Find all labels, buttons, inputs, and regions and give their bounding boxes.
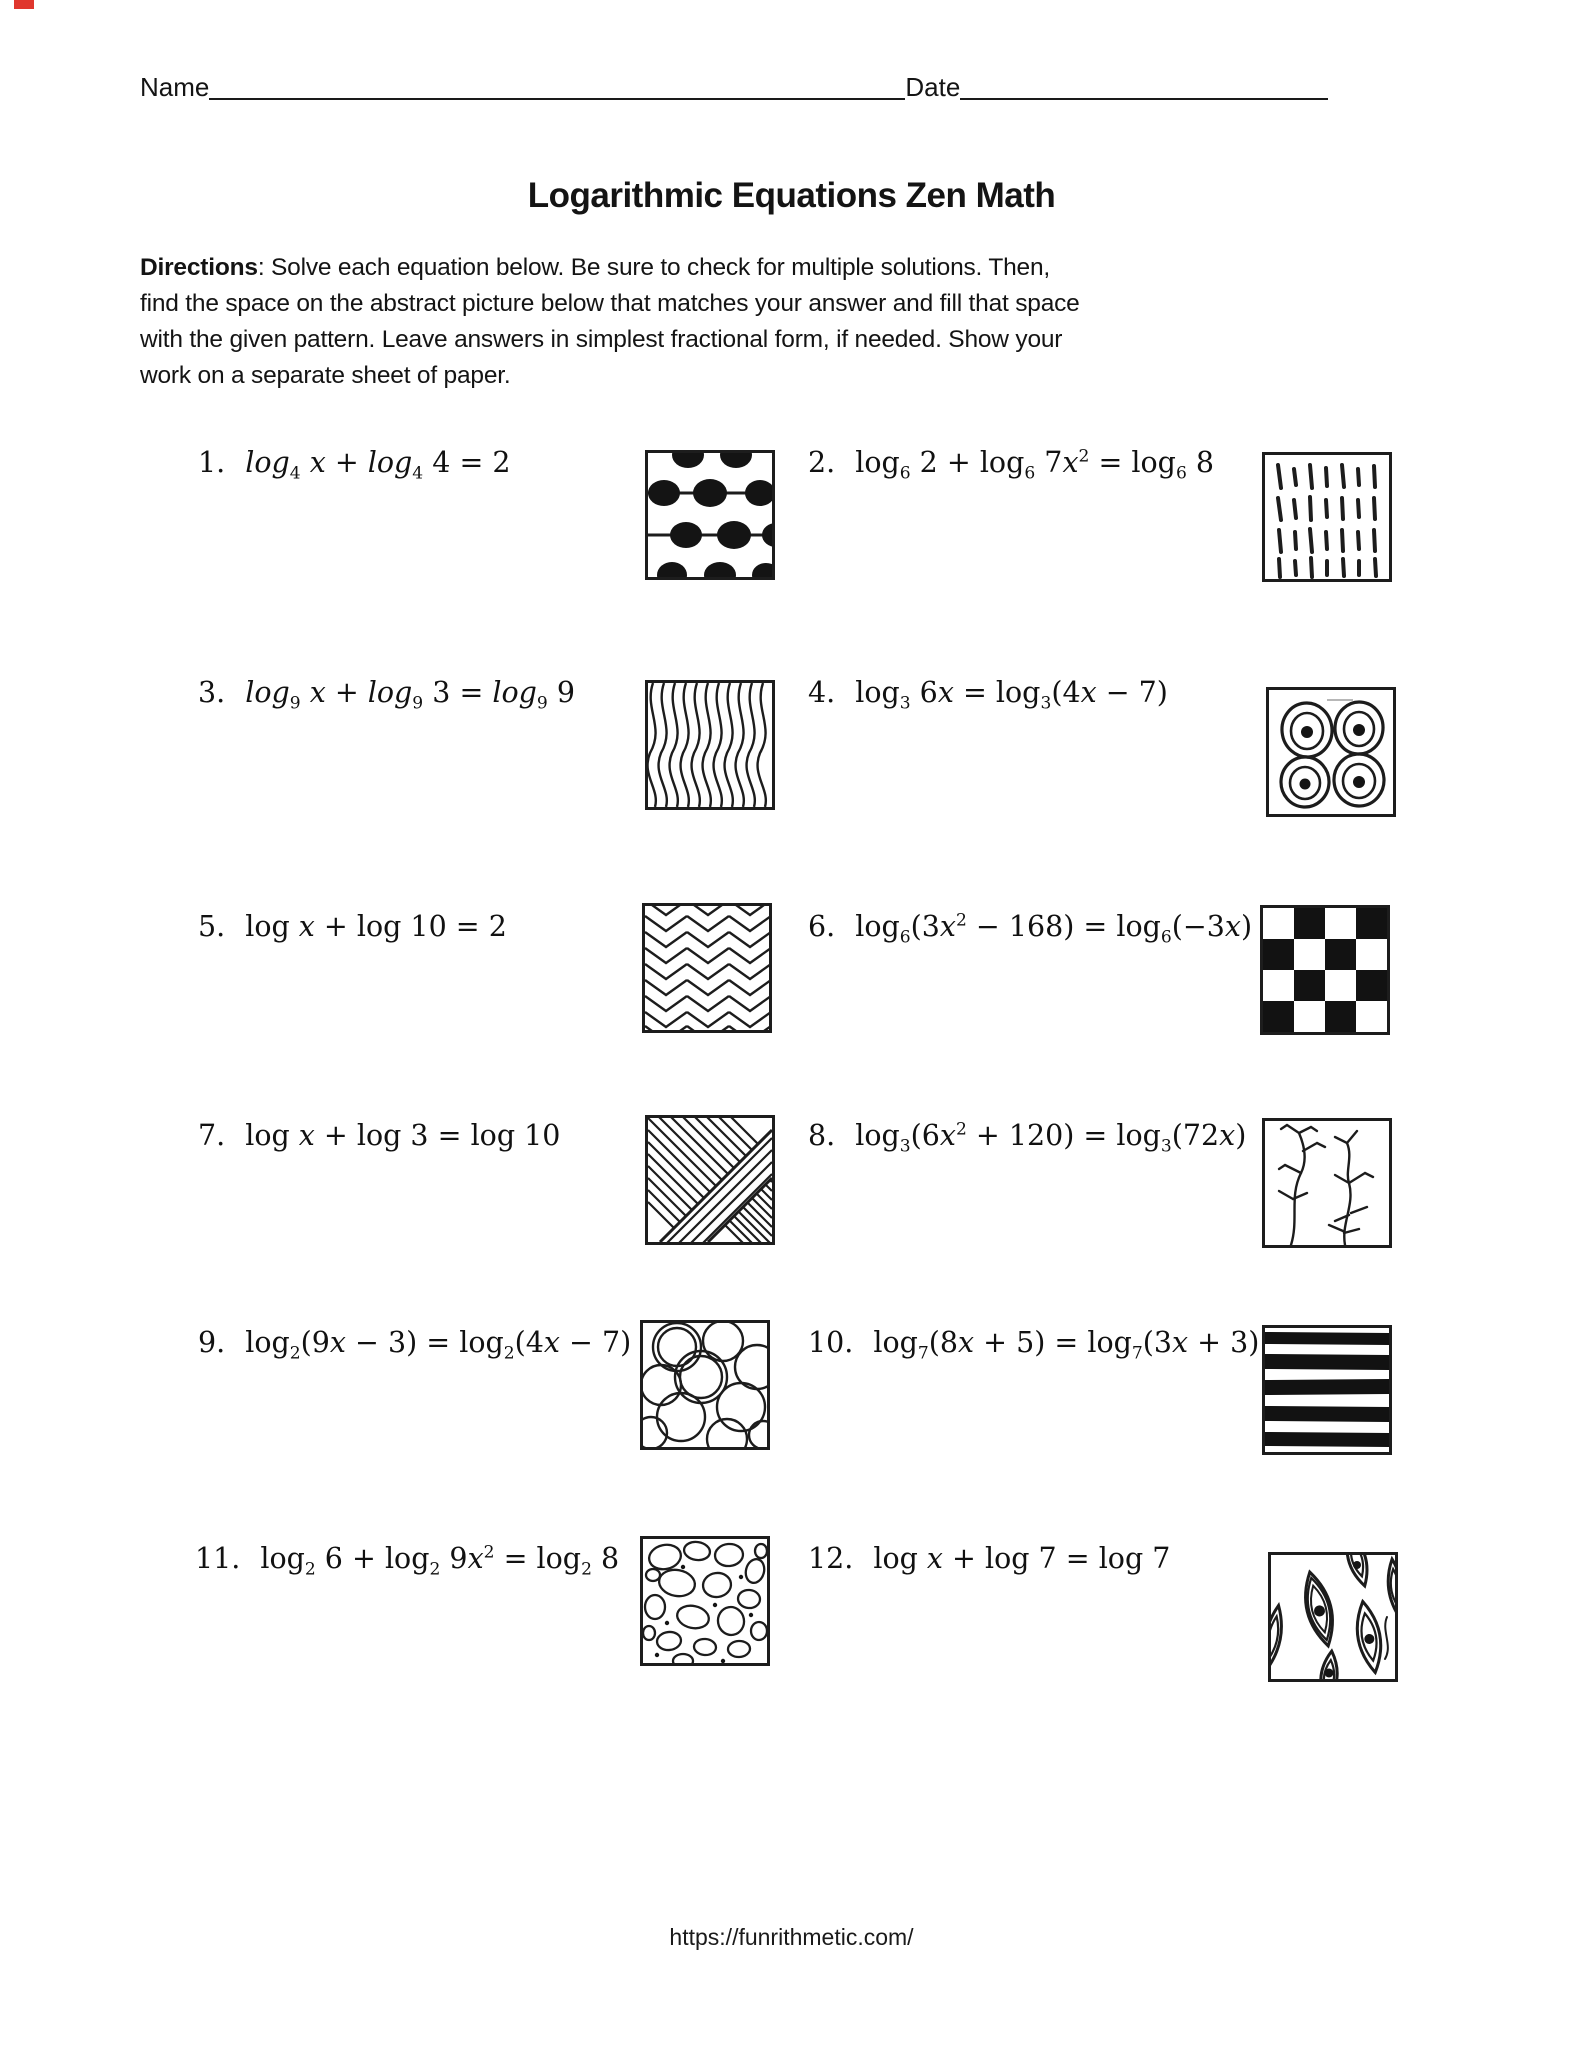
pattern-box-thick-stripes	[1262, 1325, 1392, 1455]
problem-4	[808, 676, 1168, 714]
problem-6-equation: $\log_6(3x^2 - 168) = \log_6(-3x)$	[855, 910, 1253, 948]
name-blank-line	[209, 98, 905, 100]
problem-2-equation: $\log_6 2 + \log_6 7x^2 = \log_6 8$	[855, 446, 1215, 484]
feather-eyes-pattern-icon	[1271, 1555, 1395, 1679]
problem-2	[808, 446, 1214, 484]
problem-5	[198, 910, 507, 943]
problem-6	[808, 910, 1252, 948]
problem-9	[198, 1326, 631, 1364]
checkerboard-pattern-icon	[1263, 908, 1387, 1032]
problem-9-equation: $\log_2(9x - 3) = \log_2(4x - 7)$	[245, 1326, 632, 1364]
problem-3	[198, 676, 575, 714]
problem-10-number: 10.	[808, 1326, 854, 1359]
scan-artifact	[14, 0, 34, 9]
directions-line-1: Directions: Solve each equation below. Be sure to check for multiple solutions. Then,	[140, 254, 1050, 281]
problem-12-number: 12.	[808, 1542, 854, 1575]
problem-8	[808, 1119, 1246, 1157]
directions-line-4: work on a separate sheet of paper.	[140, 362, 511, 389]
pattern-box-checkerboard	[1260, 905, 1390, 1035]
problem-7	[198, 1119, 560, 1152]
page-title: Logarithmic Equations Zen Math	[527, 176, 1056, 215]
pattern-box-vertical-dashes	[1262, 452, 1392, 582]
herringbone-pattern-icon	[645, 906, 769, 1030]
problem-1-number: 1.	[198, 446, 226, 479]
problem-12-equation: log x + log 7 = log 7	[873, 1542, 1171, 1575]
problem-7-equation: log x + log 3 = log 10	[245, 1119, 561, 1152]
pattern-box-pebbles	[640, 1536, 770, 1666]
problem-8-equation: $\log_3(6x^2 + 120) = \log_3(72x)$	[855, 1119, 1247, 1157]
problem-1-equation: $\log_4 x + \log_4 4 = 2$	[245, 446, 511, 484]
date-label: Date	[905, 72, 961, 102]
concentric-rings-pattern-icon	[1269, 690, 1393, 814]
problem-11	[195, 1542, 619, 1580]
directions-line-2: find the space on the abstract picture below that matches your answer and fill that space	[140, 290, 1080, 317]
problem-4-number: 4.	[808, 676, 836, 709]
pattern-box-overlapping-circles	[640, 1320, 770, 1450]
overlapping-circles-pattern-icon	[643, 1323, 767, 1447]
pebbles-pattern-icon	[643, 1539, 767, 1663]
problem-11-number: 11.	[195, 1542, 241, 1575]
problem-10	[808, 1326, 1259, 1364]
problem-1	[198, 446, 511, 484]
problem-11-equation: $\log_2 6 + \log_2 9x^2 = \log_2 8$	[260, 1542, 620, 1580]
problem-10-equation: $\log_7(8x + 5) = \log_7(3x + 3)$	[873, 1326, 1260, 1364]
problem-5-equation: log x + log 10 = 2	[245, 910, 507, 943]
beads-on-lines-pattern-icon	[648, 453, 772, 577]
pattern-box-herringbone	[642, 903, 772, 1033]
pattern-box-wavy-contours	[645, 680, 775, 810]
footer-url: https://funrithmetic.com/	[669, 1924, 914, 1950]
problem-12	[808, 1542, 1170, 1575]
vertical-dashes-pattern-icon	[1265, 455, 1389, 579]
problem-7-number: 7.	[198, 1119, 226, 1152]
wavy-contours-pattern-icon	[648, 683, 772, 807]
directions-line-3: with the given pattern. Leave answers in simplest fractional form, if needed. Show your	[140, 326, 1063, 353]
directions-label: Directions	[140, 254, 258, 281]
pattern-box-feather-eyes	[1268, 1552, 1398, 1682]
date-blank-line	[960, 98, 1328, 100]
hatched-patches-pattern-icon	[648, 1118, 772, 1242]
name-date-row	[140, 72, 1352, 103]
problem-6-number: 6.	[808, 910, 836, 943]
problem-3-number: 3.	[198, 676, 226, 709]
problem-2-number: 2.	[808, 446, 836, 479]
thick-stripes-pattern-icon	[1265, 1328, 1389, 1452]
pattern-box-concentric-rings	[1266, 687, 1396, 817]
problem-8-number: 8.	[808, 1119, 836, 1152]
pattern-box-hatched-patches	[645, 1115, 775, 1245]
leafy-branches-pattern-icon	[1265, 1121, 1389, 1245]
problem-4-equation: $\log_3 6x = \log_3(4x - 7)$	[855, 676, 1168, 714]
problem-5-number: 5.	[198, 910, 226, 943]
pattern-box-beads-on-lines	[645, 450, 775, 580]
pattern-box-leafy-branches	[1262, 1118, 1392, 1248]
problem-9-number: 9.	[198, 1326, 226, 1359]
name-label: Name	[140, 72, 210, 102]
directions	[140, 250, 1080, 394]
problem-3-equation: $\log_9 x + \log_9 3 = \log_9 9$	[245, 676, 576, 714]
